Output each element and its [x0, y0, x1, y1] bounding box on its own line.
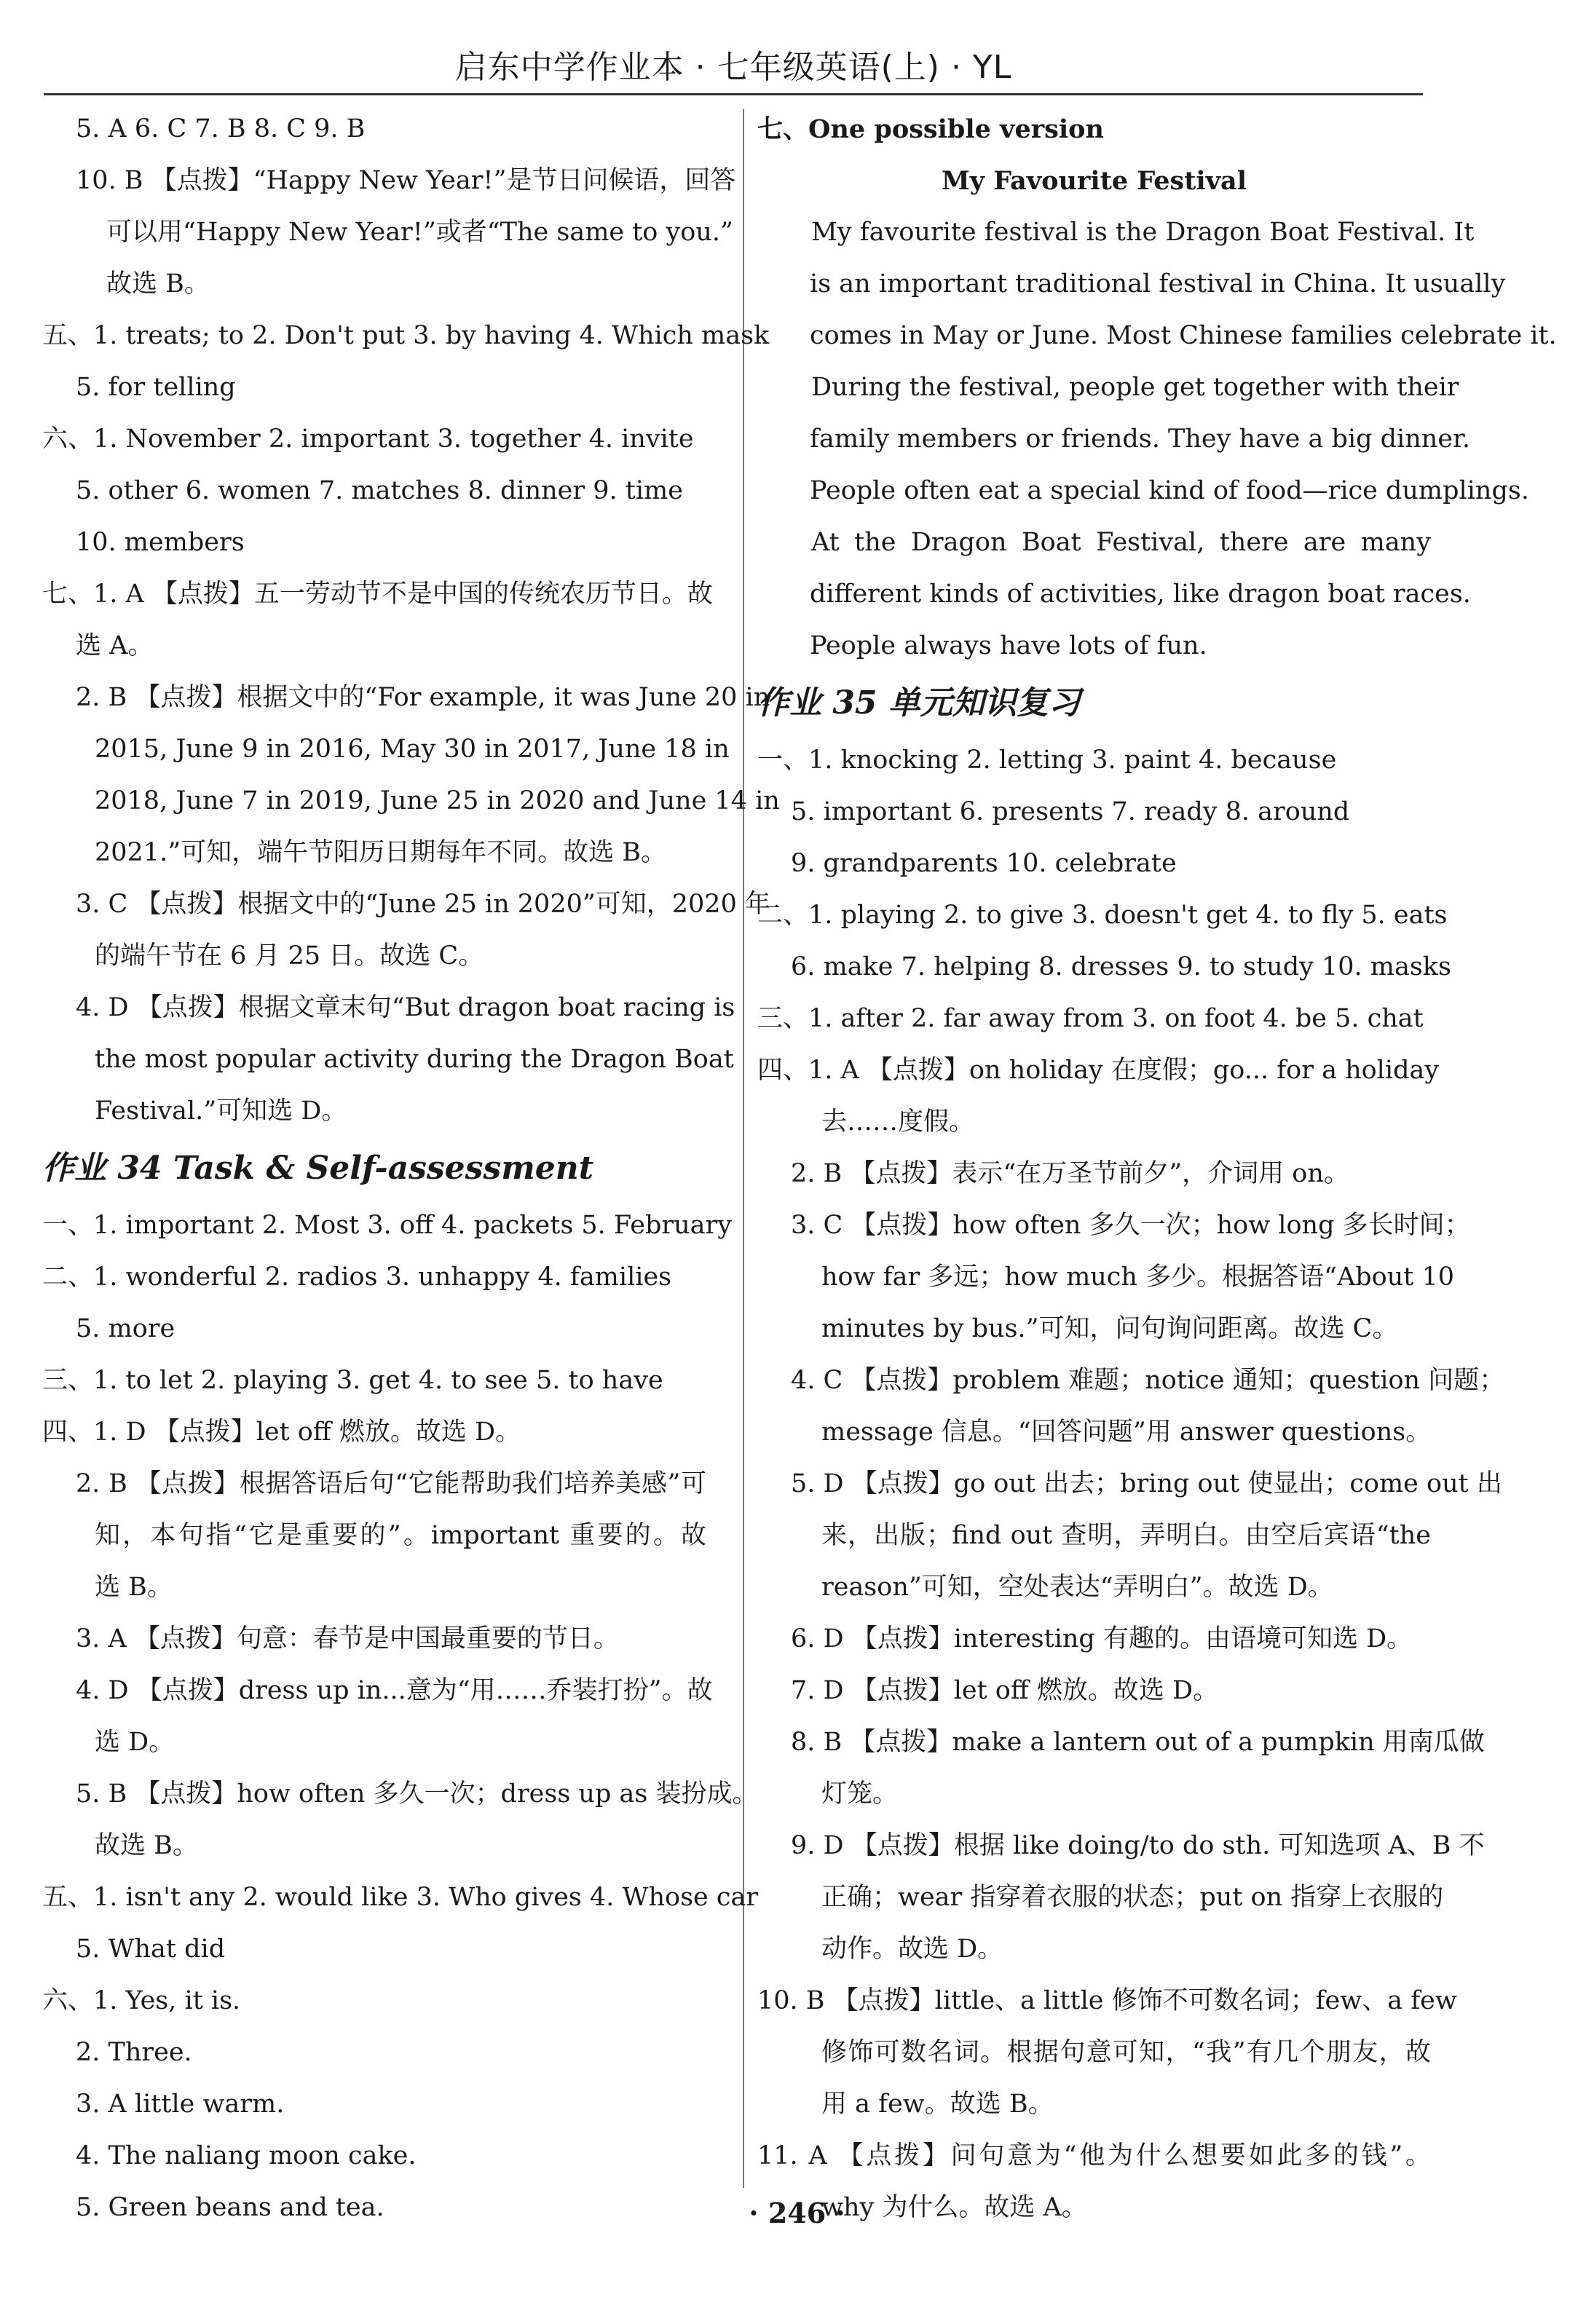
page-number: · 246 ·	[749, 2197, 845, 2229]
answer-line: 五、1. isn't any 2. would like 3. Who gives 4. Whose car	[42, 1883, 759, 1912]
answer-line: 四、1. A 【点拨】on holiday 在度假；go... for a holiday	[757, 1056, 1440, 1085]
answer-line: 用 a few。故选 B。	[821, 2090, 1054, 2119]
answer-line: 故选 B。	[95, 1831, 198, 1860]
answer-line: 6. make 7. helping 8. dresses 9. to study 10. masks	[791, 952, 1451, 981]
answer-line: 5. A 6. C 7. B 8. C 9. B	[76, 114, 366, 143]
answer-line: 动作。故选 D。	[821, 1934, 1003, 1964]
answer-line: reason”可知，空处表达“弄明白”。故选 D。	[821, 1573, 1333, 1602]
answer-line: 二、1. playing 2. to give 3. doesn't get 4. to fly 5. eats	[757, 901, 1448, 930]
answer-line: minutes by bus.”可知，问句询问距离。故选 C。	[821, 1314, 1398, 1343]
answer-line: 3. A little warm.	[76, 2090, 285, 2119]
answer-line: 10. B 【点拨】“Happy New Year!”是节日问候语，回答	[76, 166, 736, 195]
answer-line: 2018, June 7 in 2019, June 25 in 2020 and June 14 in	[95, 786, 780, 815]
essay-heading: 七、One possible version	[757, 114, 1104, 144]
answer-line: 2. Three.	[76, 2038, 192, 2067]
answer-line: 5. more	[76, 1314, 175, 1343]
answer-line: the most popular activity during the Dragon Boat	[95, 1045, 734, 1074]
essay-line: is an important traditional festival in China. It usually	[810, 269, 1506, 299]
answer-line: 4. D 【点拨】dress up in...意为“用……乔装打扮”。故	[76, 1676, 713, 1705]
essay-line: comes in May or June. Most Chinese families celebrate it.	[810, 321, 1557, 350]
section-title-35: 作业 35 单元知识复习	[757, 684, 1081, 722]
header-rule	[44, 93, 1423, 95]
answer-line: 的端午节在 6 月 25 日。故选 C。	[95, 941, 484, 971]
answer-line: 故选 B。	[106, 269, 210, 299]
essay-line: People always have lots of fun.	[810, 631, 1207, 660]
answer-line: 9. grandparents 10. celebrate	[791, 849, 1177, 878]
answer-line: 正确；wear 指穿着衣服的状态；put on 指穿上衣服的	[821, 1883, 1444, 1912]
essay-line: People often eat a special kind of food—rice dumplings.	[810, 476, 1529, 505]
answer-line: 二、1. wonderful 2. radios 3. unhappy 4. families	[42, 1262, 672, 1292]
answer-line: 2. B 【点拨】表示“在万圣节前夕”，介词用 on。	[791, 1159, 1349, 1188]
answer-line: 5. other 6. women 7. matches 8. dinner 9. time	[76, 476, 683, 505]
answer-line: 10. B 【点拨】little、a little 修饰不可数名词；few、a few	[757, 1986, 1457, 2015]
answer-line: 5. What did	[76, 1934, 226, 1964]
answer-line: 3. A 【点拨】句意：春节是中国最重要的节日。	[76, 1624, 619, 1653]
page-header: 启东中学作业本 · 七年级英语(上) · YL	[454, 49, 1012, 86]
essay-line: family members or friends. They have a big dinner.	[810, 424, 1471, 454]
left-column	[42, 103, 780, 2234]
answer-line: 可以用“Happy New Year!”或者“The same to you.”	[106, 218, 733, 247]
answer-line: 一、1. important 2. Most 3. off 4. packets 5. February	[42, 1211, 733, 1240]
answer-line: 2021.”可知，端午节阳历日期每年不同。故选 B。	[95, 838, 666, 867]
answer-line: 4. D 【点拨】根据文章末句“But dragon boat racing is	[76, 993, 735, 1022]
answer-line: 一、1. knocking 2. letting 3. paint 4. because	[757, 746, 1337, 775]
column-divider	[743, 109, 744, 2188]
answer-line: 2. B 【点拨】根据文中的“For example, it was June 20 in	[76, 683, 770, 712]
answer-line: 2015, June 9 in 2016, May 30 in 2017, June 18 in	[95, 735, 730, 764]
right-column	[757, 103, 1557, 2234]
answer-line: 6. D 【点拨】interesting 有趣的。由语境可知选 D。	[791, 1624, 1413, 1653]
answer-line: 四、1. D 【点拨】let off 燃放。故选 D。	[42, 1418, 521, 1447]
answer-line: 3. C 【点拨】how often 多久一次；how long 多长时间；	[791, 1211, 1470, 1240]
answer-line: 4. The naliang moon cake.	[76, 2141, 417, 2170]
answer-line: 选 A。	[76, 631, 154, 660]
answer-line: 选 B。	[95, 1573, 173, 1602]
answer-line: 10. members	[76, 528, 245, 557]
answer-line: 5. important 6. presents 7. ready 8. around	[791, 797, 1350, 826]
answer-line: 8. B 【点拨】make a lantern out of a pumpkin 用南瓜做	[791, 1728, 1485, 1757]
answer-line: 3. C 【点拨】根据文中的“June 25 in 2020”可知，2020 年	[76, 890, 770, 919]
answer-line: why 为什么。故选 A。	[821, 2193, 1087, 2222]
answer-line: 六、1. Yes, it is.	[42, 1986, 241, 2015]
answer-line: 六、1. November 2. important 3. together 4. invite	[42, 424, 694, 454]
answer-line: Festival.”可知选 D。	[95, 1096, 347, 1126]
answer-line: 5. for telling	[76, 373, 236, 402]
answer-line: 来，出版；find out 查明，弄明白。由空后宾语“the	[821, 1521, 1431, 1550]
answer-line: 修饰可数名词。根据句意可知，“我”有几个朋友，故	[821, 2038, 1431, 2067]
answer-line: 4. C 【点拨】problem 难题；notice 通知；question 问题；	[791, 1366, 1505, 1395]
answer-line: 2. B 【点拨】根据答语后句“它能帮助我们培养美感”可	[76, 1469, 706, 1498]
section-title-34: 作业 34 Task & Self-assessment	[42, 1150, 594, 1187]
answer-line: 9. D 【点拨】根据 like doing/to do sth. 可知选项 A、B 不	[791, 1831, 1485, 1860]
answer-line: 七、1. A 【点拨】五一劳动节不是中国的传统农历节日。故	[42, 580, 713, 609]
answer-line: 知，本句指“它是重要的”。important 重要的。故	[95, 1521, 706, 1550]
essay-line: During the festival, people get together with their	[811, 373, 1459, 402]
answer-line: 7. D 【点拨】let off 燃放。故选 D。	[791, 1676, 1219, 1705]
answer-line: 三、1. to let 2. playing 3. get 4. to see 5. to have	[42, 1366, 663, 1395]
answer-line: 灯笼。	[821, 1779, 899, 1809]
essay-line: At the Dragon Boat Festival, there are many	[811, 528, 1431, 557]
answer-line: 11. A 【点拨】问句意为“他为什么想要如此多的钱”。	[757, 2141, 1431, 2170]
answer-line: 五、1. treats; to 2. Don't put 3. by having 4. Which mask	[42, 321, 770, 350]
answer-line: message 信息。“回答问题”用 answer questions。	[821, 1418, 1432, 1447]
answer-line: 5. B 【点拨】how often 多久一次；dress up as 装扮成。	[76, 1779, 758, 1809]
answer-line: how far 多远；how much 多少。根据答语“About 10	[821, 1262, 1454, 1292]
answer-line: 去……度假。	[821, 1107, 975, 1137]
essay-line: My favourite festival is the Dragon Boat Festival. It	[811, 218, 1475, 247]
essay-line: different kinds of activities, like dragon boat races.	[810, 580, 1471, 609]
answer-line: 三、1. after 2. far away from 3. on foot 4. be 5. chat	[757, 1004, 1424, 1033]
answer-line: 5. Green beans and tea.	[76, 2193, 384, 2222]
answer-line: 选 D。	[95, 1728, 175, 1757]
answer-line: 5. D 【点拨】go out 出去；bring out 使显出；come out 出	[791, 1469, 1502, 1498]
essay-title: My Favourite Festival	[941, 166, 1247, 196]
